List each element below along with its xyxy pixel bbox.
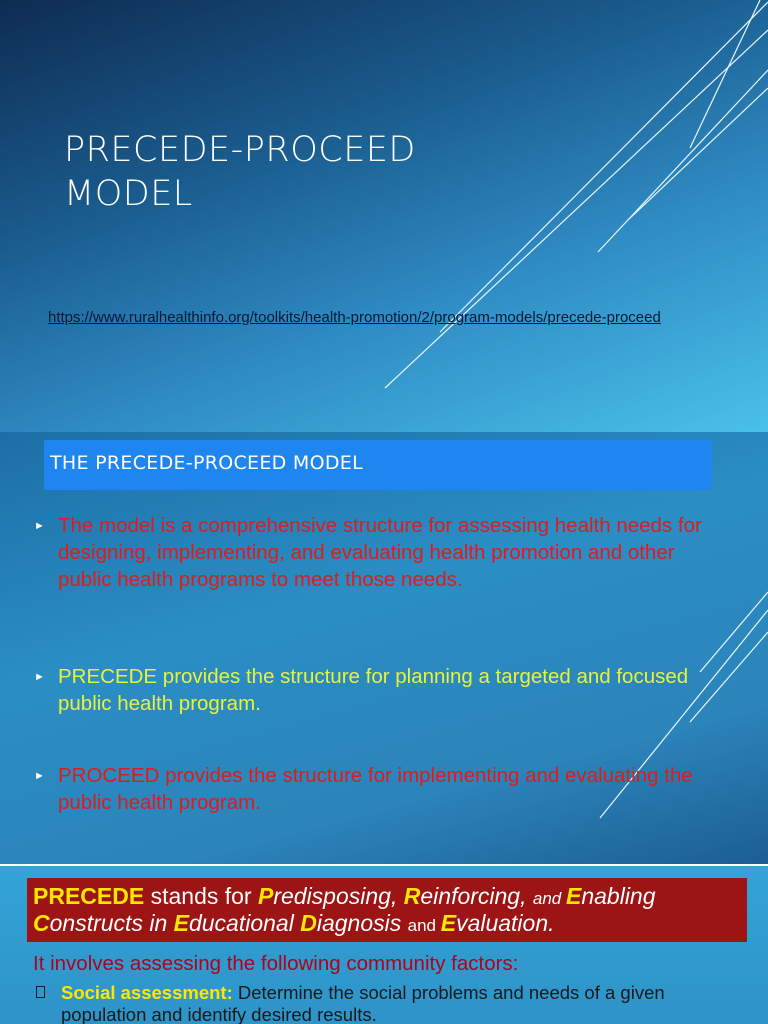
bullet-item [34, 512, 714, 593]
reference-link[interactable]: https://www.ruralhealthinfo.org/toolkits/health-promotion/2/program-models/precede-proceed [48, 309, 661, 326]
precede-acronym-banner [27, 878, 747, 942]
bullet-text: The model is a comprehensive structure for assessing health needs for designing, implementing, and evaluating health promotion and other public health programs to meet those needs. [58, 514, 702, 591]
banner-word: iagnosis [316, 910, 408, 936]
section-heading: THE PRECEDE-PROCEED MODEL [50, 452, 363, 474]
banner-word: onstructs in [49, 910, 174, 936]
title-line-2: MODEL [64, 174, 193, 214]
banner-word: einforcing, [420, 883, 533, 909]
section-heading-banner [44, 440, 712, 490]
community-factors-intro: It involves assessing the following community factors: [33, 952, 519, 975]
title-line-1: PRECEDE-PROCEED [64, 130, 416, 170]
bullet-text: PROCEED provides the structure for implementing and evaluating the public health program. [58, 764, 693, 814]
item-description: Determine the social problems and needs of a given population and identify desired results. [61, 982, 665, 1024]
acronym-precede: PRECEDE [33, 883, 145, 909]
slide-title-heading [64, 128, 564, 216]
banner-line-1 [33, 883, 656, 912]
acronym-letter: R [403, 883, 421, 909]
acronym-letter: D [300, 910, 317, 936]
banner-conjunction: and [407, 916, 441, 935]
triangle-bullet-icon: ► [34, 770, 45, 782]
banner-word: redisposing, [273, 883, 404, 909]
decorative-lines [0, 0, 768, 432]
slide-precede-definition [0, 866, 768, 1024]
acronym-letter: C [33, 910, 50, 936]
triangle-bullet-icon: ► [34, 520, 45, 532]
banner-word: valuation. [456, 910, 555, 936]
triangle-bullet-icon: ► [34, 671, 45, 683]
bullet-text: PRECEDE provides the structure for planning a targeted and focused public health program. [58, 665, 689, 715]
banner-line-2 [33, 910, 555, 939]
banner-conjunction: and [532, 889, 566, 908]
item-label: Social assessment: [61, 982, 233, 1003]
acronym-letter: P [257, 883, 274, 909]
banner-word: ducational [188, 910, 301, 936]
acronym-letter: E [440, 910, 457, 936]
banner-word: nabling [581, 883, 656, 909]
list-item [36, 982, 736, 1024]
acronym-letter: E [565, 883, 582, 909]
acronym-letter: E [173, 910, 189, 936]
bullet-item [34, 762, 714, 816]
banner-text: stands for [144, 883, 258, 909]
slide-model-overview [0, 432, 768, 864]
checkbox-bullet-icon [36, 986, 45, 998]
slide-title [0, 0, 768, 432]
bullet-item [34, 663, 714, 717]
list-item-text [61, 982, 736, 1024]
